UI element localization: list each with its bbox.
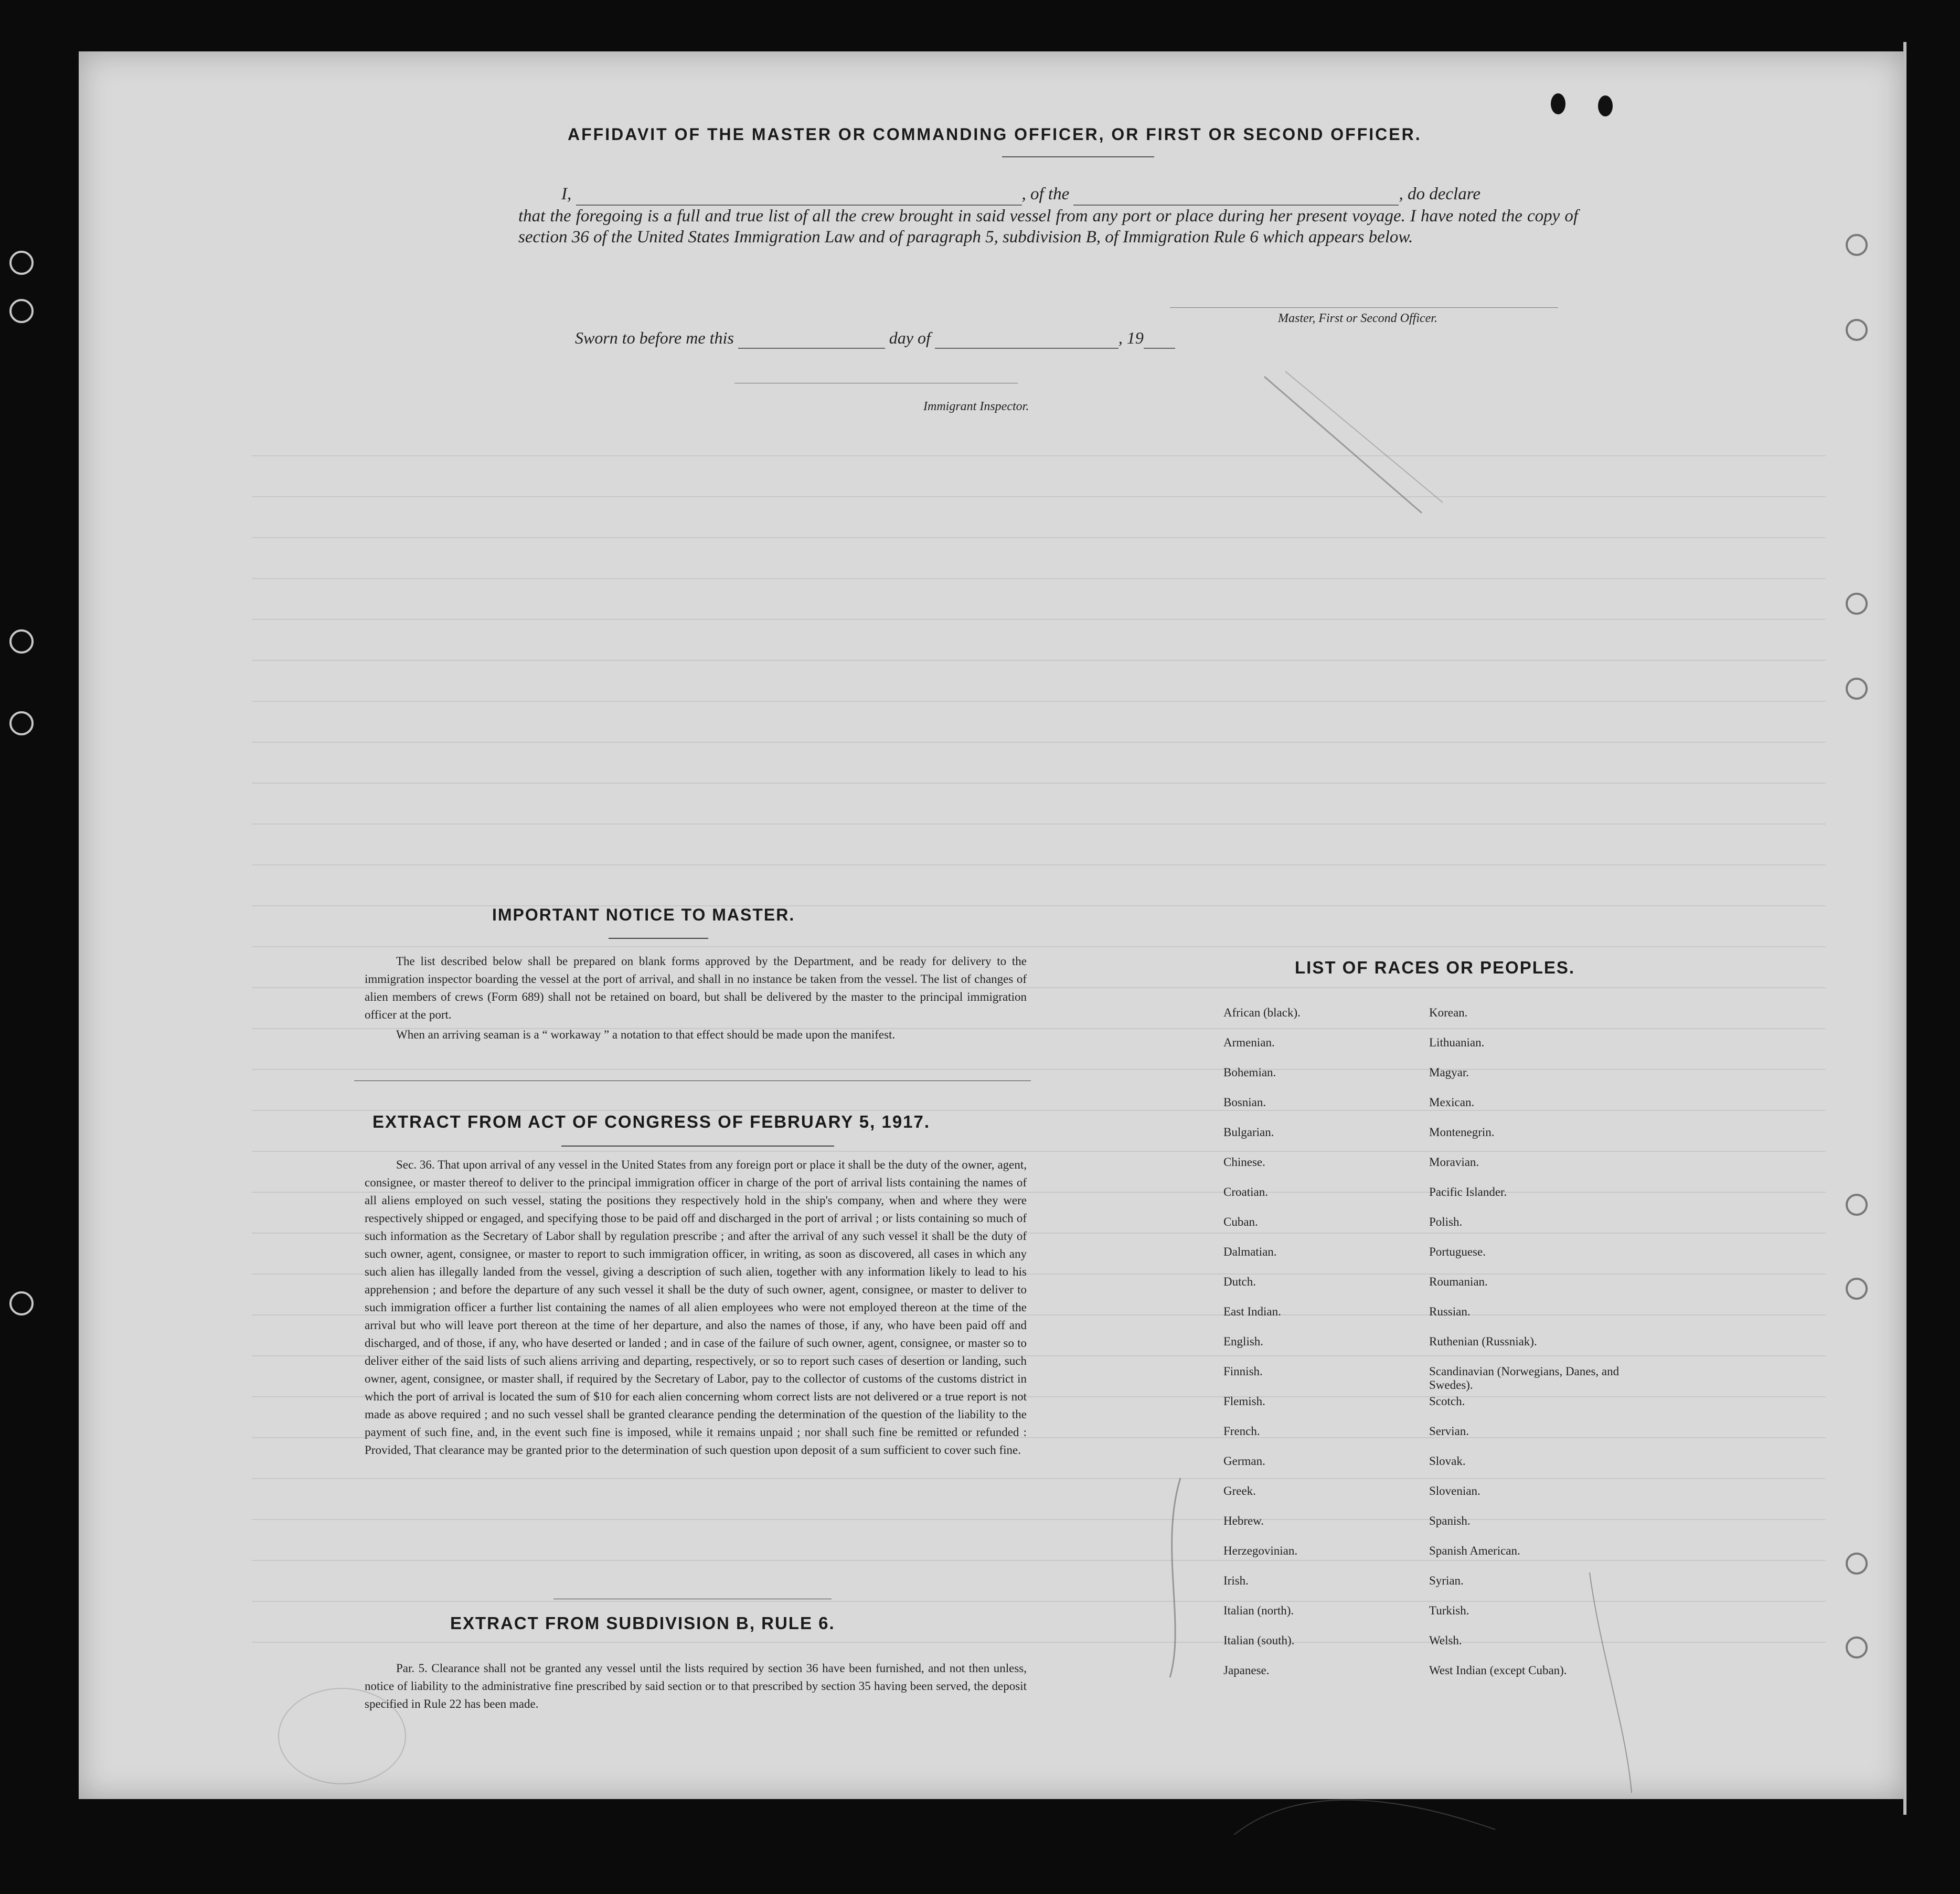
act-rule <box>561 1146 834 1147</box>
race-item: Turkish. <box>1429 1604 1469 1617</box>
binder-hole <box>9 711 34 735</box>
affidavit-declaration <box>518 184 1578 248</box>
sworn-year-field[interactable] <box>1144 328 1175 349</box>
binder-ring <box>1846 593 1868 615</box>
rule-extract-title: EXTRACT FROM SUBDIVISION B, RULE 6. <box>450 1613 835 1633</box>
race-item: Magyar. <box>1429 1066 1469 1079</box>
race-item: French. <box>1223 1425 1260 1438</box>
act-extract-text <box>365 1156 1027 1461</box>
punch-mark <box>1551 93 1565 114</box>
binder-hole <box>9 299 34 323</box>
signature-line[interactable] <box>1170 307 1558 308</box>
race-item: Spanish. <box>1429 1514 1471 1527</box>
race-item: Herzegovinian. <box>1223 1544 1298 1557</box>
race-item: Finnish. <box>1223 1365 1263 1378</box>
notice-text <box>365 953 1027 1046</box>
race-item: Montenegrin. <box>1429 1126 1495 1139</box>
race-item: Lithuanian. <box>1429 1036 1485 1049</box>
race-item: Bulgarian. <box>1223 1126 1274 1139</box>
race-item: Armenian. <box>1223 1036 1275 1049</box>
race-item: Russian. <box>1429 1305 1471 1318</box>
race-item: Moravian. <box>1429 1155 1479 1169</box>
race-item: Italian (south). <box>1223 1634 1295 1647</box>
affidavit-i-label: I, <box>561 185 572 204</box>
binder-ring <box>1846 319 1868 341</box>
race-item: Servian. <box>1429 1425 1469 1438</box>
notice-rule <box>609 938 708 939</box>
race-item: West Indian (except Cuban). <box>1429 1664 1567 1677</box>
race-item: African (black). <box>1223 1006 1301 1019</box>
manifest-back-page <box>79 51 1904 1799</box>
race-item: East Indian. <box>1223 1305 1281 1318</box>
race-item: Scotch. <box>1429 1395 1465 1408</box>
race-item: Hebrew. <box>1223 1514 1264 1527</box>
race-item: Cuban. <box>1223 1215 1258 1228</box>
binder-ring <box>1846 1194 1868 1216</box>
race-item: Flemish. <box>1223 1395 1265 1408</box>
race-item: Bohemian. <box>1223 1066 1276 1079</box>
vessel-name-field[interactable] <box>1073 184 1399 206</box>
signature-label: Master, First or Second Officer. <box>1278 312 1437 325</box>
binder-ring <box>1846 1636 1868 1658</box>
year-label: , 19 <box>1118 328 1144 347</box>
race-item: Slovak. <box>1429 1454 1466 1468</box>
race-item: Bosnian. <box>1223 1096 1266 1109</box>
race-item: Polish. <box>1429 1215 1463 1228</box>
binder-hole <box>9 251 34 275</box>
race-item: Irish. <box>1223 1574 1249 1587</box>
races-title: LIST OF RACES OR PEOPLES. <box>1295 958 1575 977</box>
master-name-field[interactable] <box>576 184 1022 206</box>
punch-mark <box>1598 95 1613 116</box>
inspector-label: Immigrant Inspector. <box>923 400 1029 413</box>
race-item: Greek. <box>1223 1484 1256 1497</box>
title-rule <box>1002 156 1154 157</box>
race-item: Slovenian. <box>1429 1484 1480 1497</box>
race-item: English. <box>1223 1335 1264 1348</box>
race-item: Syrian. <box>1429 1574 1464 1587</box>
binder-ring <box>1846 678 1868 700</box>
notice-paragraph: When an arriving seaman is a “ workaway ” a notation to that effect should be made upon the manifest. <box>396 1028 896 1041</box>
sworn-month-field[interactable] <box>935 328 1119 349</box>
affidavit-title: AFFIDAVIT OF THE MASTER OR COMMANDING OFFICER, OR FIRST OR SECOND OFFICER. <box>568 125 1422 144</box>
binder-ring <box>1846 1278 1868 1300</box>
race-item: Spanish American. <box>1429 1544 1520 1557</box>
declare-label: , do declare <box>1399 185 1480 204</box>
race-item: Chinese. <box>1223 1155 1265 1169</box>
notice-paragraph: The list described below shall be prepared on blank forms approved by the Department, and be ready for delivery to the immigration inspector boarding the vessel at the port of arrival, and shall in no instance be taken from the vessel. The list of changes of alien members of crews (Form 689) shall not be retained on board, but shall be delivered by the master to the principal immigration officer at the port. <box>365 955 1027 1021</box>
act-paragraph: Sec. 36. That upon arrival of any vessel in the United States from any foreign port or place it shall be the duty of the owner, agent, consignee, or master thereof to deliver to the principal immigration officer in charge of the port of arrival lists containing the names of all aliens employed on such vessel, stating the positions they respectively hold in the ship's company, when and where they were respectively shipped or engaged, and specifying those to be paid off and discharged in the port of arrival ; or lists containing so much of such information as the Secretary of Labor shall by regulation prescribe ; and after the arrival of any such vessel it shall be the duty of such owner, agent, consignee, or master to report to such immigration officer, in writing, as soon as discovered, all cases in which any such alien has illegally landed from the vessel, giving a description of such alien, together with any information likely to lead to his apprehension ; and before the departure of any such vessel it shall be the duty of such owner, agent, consignee, or master to deliver to such immigration officer a further list containing the names of all alien employees who were not employed thereon at the time of the arrival but who will leave port thereon at the time of her departure, and also the names of those, if any, who have been paid off and discharged, and of those, if any, who have deserted or landed ; and in case of the failure of such owner, agent, consignee, or master so to deliver either of the said lists of such aliens arriving and departing, respectively, or so to report such cases of desertion or landing, such owner, agent, consignee, or master shall, if required by the Secretary of Labor, pay to the collector of customs of the customs district in which the port of arrival is located the sum of $10 for each alien concerning whom correct lists are not delivered or a true report is not made as above required ; and no such vessel shall be granted clearance pending the determination of the question of the liability to the payment of such fine, and, in the event such fine is imposed, while it remains unpaid ; nor shall such fine be remitted or refunded : Provided, That clearance may be granted prior to the determination of such question upon deposit of a sum sufficient to cover such fine. <box>365 1158 1027 1457</box>
binder-ring <box>1846 234 1868 256</box>
sworn-line <box>575 328 1175 349</box>
race-item: Pacific Islander. <box>1429 1185 1507 1199</box>
race-item: Korean. <box>1429 1006 1468 1019</box>
race-item: Welsh. <box>1429 1634 1462 1647</box>
race-item: Mexican. <box>1429 1096 1475 1109</box>
of-the-label: , of the <box>1021 185 1070 204</box>
sworn-day-field[interactable] <box>738 328 885 349</box>
race-item: Dalmatian. <box>1223 1245 1277 1258</box>
race-item: Portuguese. <box>1429 1245 1486 1258</box>
affidavit-line1 <box>518 184 1578 206</box>
race-item: Japanese. <box>1223 1664 1270 1677</box>
sworn-prefix: Sworn to before me this <box>575 328 734 347</box>
binder-hole <box>9 1291 34 1315</box>
faded-stamp <box>278 1688 406 1784</box>
race-item: Scandinavian (Norwegians, Danes, and Swedes). <box>1429 1365 1620 1392</box>
binder-hole <box>9 629 34 654</box>
rule-extract-text <box>365 1660 1027 1715</box>
rule-paragraph: Par. 5. Clearance shall not be granted any vessel until the lists required by section 36 have been furnished, and not then unless, notice of liability to the administrative fine prescribed by said section or to that prescribed by section 35 having been served, the deposit specified in Rule 22 has been made. <box>365 1662 1027 1710</box>
affidavit-body: that the foregoing is a full and true list of all the crew brought in said vessel from any port or place during her present voyage. I have noted the copy of section 36 of the United States Immigration Law and of paragraph 5, subdivision B, of Immigration Rule 6 which appears below. <box>518 207 1578 247</box>
day-of-label: day of <box>889 328 931 347</box>
race-item: Dutch. <box>1223 1275 1256 1288</box>
race-item: Croatian. <box>1223 1185 1268 1199</box>
pencil-marks <box>1128 366 1705 1835</box>
race-item: Ruthenian (Russniak). <box>1429 1335 1537 1348</box>
notice-title: IMPORTANT NOTICE TO MASTER. <box>492 905 795 924</box>
act-extract-title: EXTRACT FROM ACT OF CONGRESS OF FEBRUARY 5, 1917. <box>372 1112 931 1131</box>
race-item: German. <box>1223 1454 1265 1468</box>
binder-ring <box>1846 1553 1868 1575</box>
race-item: Italian (north). <box>1223 1604 1294 1617</box>
race-item: Roumanian. <box>1429 1275 1488 1288</box>
divider <box>354 1080 1031 1081</box>
